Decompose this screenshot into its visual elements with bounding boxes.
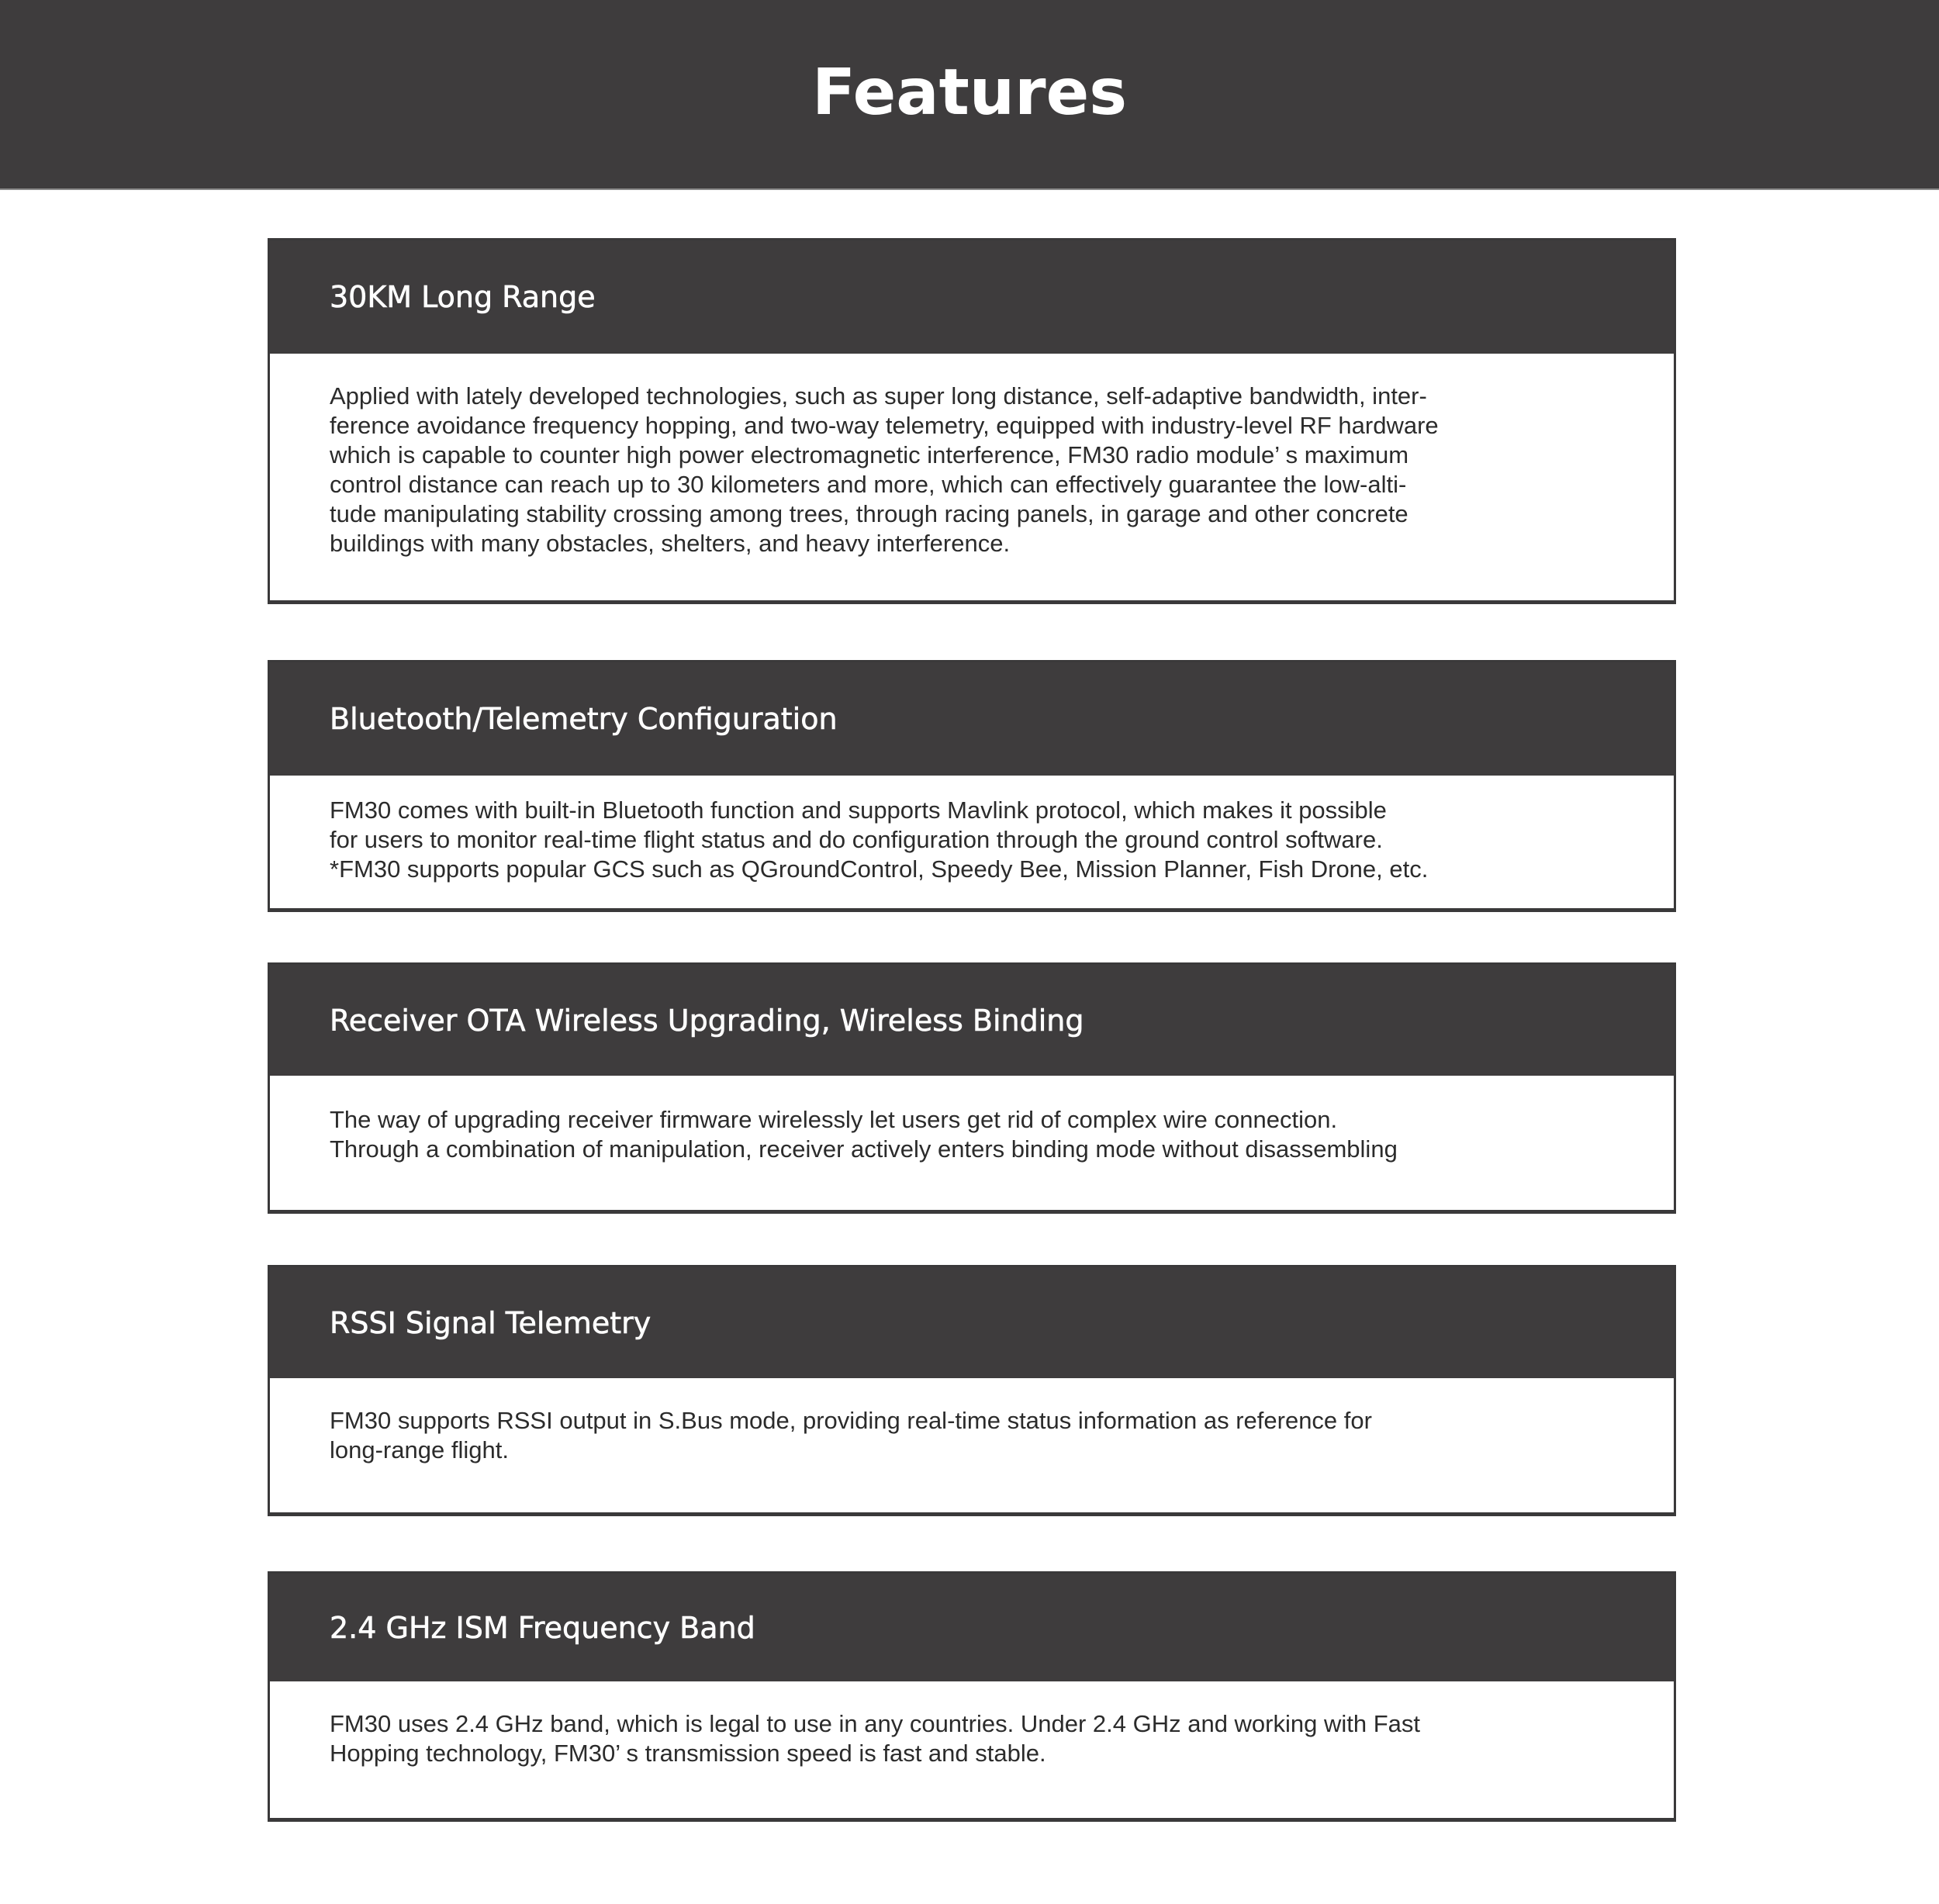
description-line: buildings with many obstacles, shelters, and heavy interference. — [330, 530, 1011, 557]
description-line: *FM30 supports popular GCS such as QGroundControl, Speedy Bee, Mission Planner, Fish Drone, etc. — [330, 855, 1429, 883]
feature-description — [270, 776, 1674, 884]
description-line: ference avoidance frequency hopping, and two-way telemetry, equipped with industry-level RF hardware — [330, 412, 1439, 439]
feature-card-long-range — [268, 238, 1676, 604]
feature-description — [270, 1378, 1674, 1465]
feature-description — [270, 1076, 1674, 1164]
description-line: which is capable to counter high power electromagnetic interference, FM30 radio module’ s maximum — [330, 441, 1409, 468]
description-line: FM30 comes with built-in Bluetooth function and supports Mavlink protocol, which makes it possible — [330, 797, 1387, 824]
feature-card-header — [270, 240, 1674, 354]
feature-card-header — [270, 965, 1674, 1076]
description-line: FM30 uses 2.4 GHz band, which is legal to use in any countries. Under 2.4 GHz and working with Fast — [330, 1710, 1421, 1737]
feature-title: Bluetooth/Telemetry Configuration — [330, 702, 838, 736]
feature-card-header — [270, 1267, 1674, 1378]
description-line: control distance can reach up to 30 kilometers and more, which can effectively guarantee the low-alti- — [330, 471, 1407, 498]
feature-title: RSSI Signal Telemetry — [330, 1305, 652, 1340]
feature-card-header — [270, 1574, 1674, 1681]
feature-title: Receiver OTA Wireless Upgrading, Wireless Binding — [330, 1003, 1084, 1038]
description-line: Hopping technology, FM30’ s transmission speed is fast and stable. — [330, 1740, 1046, 1767]
description-line: FM30 supports RSSI output in S.Bus mode, providing real-time status information as reference for — [330, 1407, 1372, 1434]
description-line: tude manipulating stability crossing among trees, through racing panels, in garage and other concrete — [330, 500, 1408, 527]
description-line: for users to monitor real-time flight status and do configuration through the ground control software. — [330, 826, 1383, 853]
description-line: long-range flight. — [330, 1436, 509, 1463]
feature-title: 30KM Long Range — [330, 280, 596, 314]
features-banner — [0, 0, 1939, 190]
feature-card-ota-upgrading — [268, 962, 1676, 1214]
feature-card-bluetooth-telemetry — [268, 660, 1676, 912]
feature-description — [270, 354, 1674, 558]
page-title: Features — [811, 55, 1128, 130]
feature-description — [270, 1681, 1674, 1768]
feature-card-frequency-band — [268, 1571, 1676, 1822]
feature-title: 2.4 GHz ISM Frequency Band — [330, 1610, 755, 1645]
feature-card-rssi-telemetry — [268, 1265, 1676, 1516]
description-line: The way of upgrading receiver firmware wirelessly let users get rid of complex wire connection. — [330, 1106, 1338, 1133]
feature-card-header — [270, 662, 1674, 776]
description-line: Through a combination of manipulation, receiver actively enters binding mode without disassembling — [330, 1135, 1398, 1163]
description-line: Applied with lately developed technologies, such as super long distance, self-adaptive bandwidth, inter- — [330, 382, 1427, 409]
